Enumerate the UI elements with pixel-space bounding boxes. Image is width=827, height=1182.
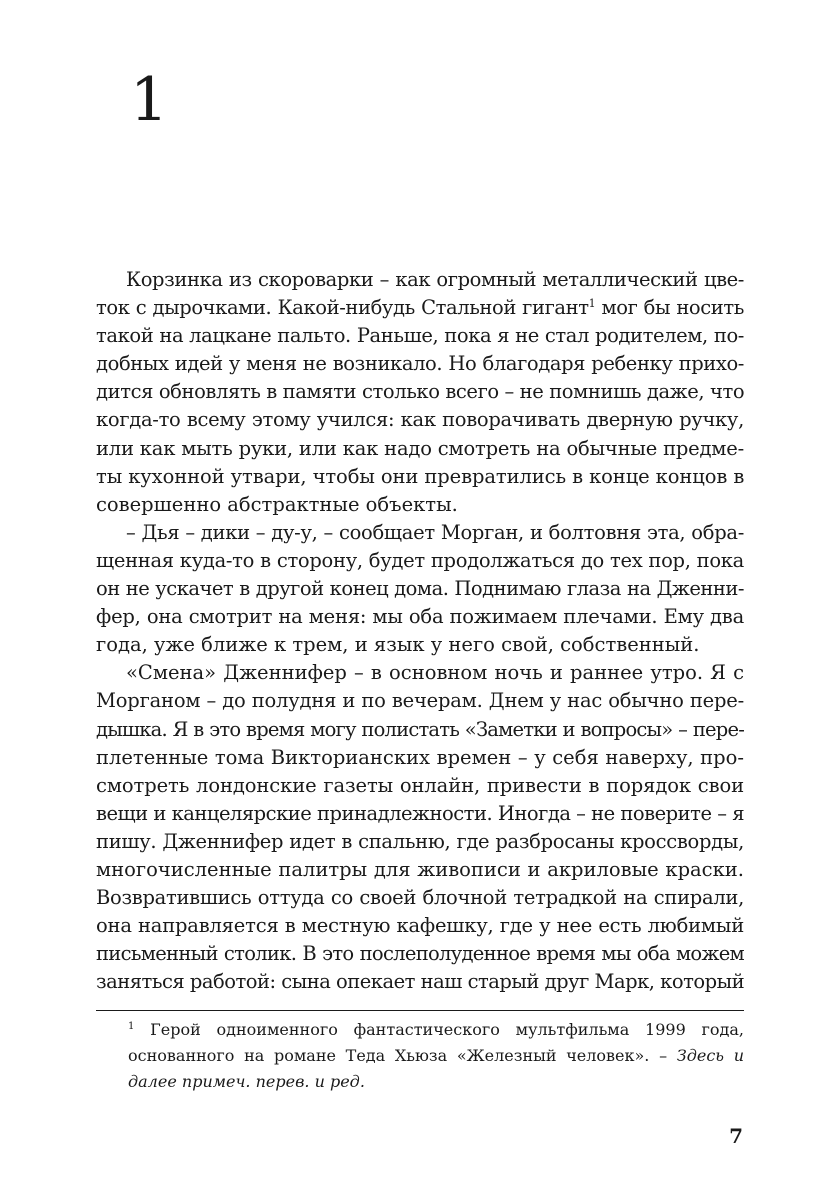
- text-line: ты кухонной утвари, чтобы они превратились в конце концов в: [96, 464, 745, 488]
- chapter-number: 1: [130, 65, 169, 135]
- text-line: смотреть лондонские газеты онлайн, привести в порядок свои: [96, 773, 744, 797]
- text-line: совершенно абстрактные объекты.: [96, 492, 458, 516]
- text-line: плетенные тома Викторианских времен – у себя наверху, про-: [96, 745, 744, 769]
- footnote: [128, 1017, 744, 1095]
- text-line: Морганом – до полудня и по вечерам. Днем у нас обычно пере-: [96, 689, 744, 713]
- text-line: он не ускачет в другой конец дома. Поднимаю глаза на Дженни-: [96, 577, 744, 601]
- text-line: вещи и канцелярские принадлежности. Иногда – не поверите – я: [96, 801, 744, 825]
- text-line: фер, она смотрит на меня: мы оба пожимаем плечами. Ему два: [96, 605, 744, 629]
- text-line: такой на лацкане пальто. Раньше, пока я не стал родителем, по-: [96, 324, 744, 348]
- text-line: [96, 294, 744, 322]
- text-line: пишу. Дженнифер идет в спальню, где разбросаны кроссворды,: [96, 829, 744, 853]
- text-line: она направляется в местную кафешку, где у нее есть любимый: [96, 914, 744, 938]
- text-line: дышка. Я в это время могу полистать «Заметки и вопросы» – пере-: [96, 717, 744, 741]
- text-line: многочисленные палитры для живописи и акриловые краски.: [96, 857, 744, 881]
- text-line-part: мог бы носить: [595, 296, 744, 320]
- text-line: щенная куда-то в сторону, будет продолжаться до тех пор, пока: [96, 548, 744, 572]
- text-line: дится обновлять в памяти столько всего – не помнишь даже, что: [96, 380, 745, 404]
- text-line: – Дья – дики – ду-у, – сообщает Морган, и болтовня эта, обра-: [126, 520, 744, 544]
- text-line: добных идей у меня не возникало. Но благодаря ребенку прихо-: [96, 352, 744, 376]
- text-line: письменный столик. В это послеполуденное время мы оба можем: [96, 942, 744, 966]
- footnote-divider: [96, 1010, 744, 1011]
- footnote-italic-text: далее примеч. перев. и ред.: [128, 1072, 365, 1091]
- footnote-text: Герой одноименного фантастического мультфильма 1999 года,: [134, 1020, 744, 1039]
- footnote-line: [128, 1069, 744, 1095]
- text-line: заняться работой: сына опекает наш старый друг Марк, который: [96, 970, 745, 994]
- text-line: когда-то всему этому учился: как поворачивать дверную ручку,: [96, 408, 744, 432]
- footnote-reference: 1: [588, 297, 596, 311]
- page-number: 7: [729, 1124, 743, 1148]
- text-line: «Смена» Дженнифер – в основном ночь и раннее утро. Я с: [126, 661, 744, 685]
- text-line: или как мыть руки, или как надо смотреть на обычные предме-: [96, 436, 744, 460]
- footnote-text: основанного на романе Теда Хьюза «Железный человек». –: [128, 1046, 677, 1065]
- text-line: Возвратившись оттуда со своей блочной тетрадкой на спирали,: [96, 886, 744, 910]
- footnote-line: [128, 1043, 744, 1069]
- footnote-line: [128, 1017, 744, 1043]
- footnote-italic-text: Здесь и: [676, 1046, 745, 1065]
- body-text: [96, 266, 744, 996]
- text-line: Корзинка из скороварки – как огромный металлический цве-: [126, 268, 744, 291]
- footnote-marker: 1: [128, 1021, 135, 1032]
- text-line: года, уже ближе к трем, и язык у него свой, собственный.: [96, 633, 700, 657]
- text-line-part: ток с дырочками. Какой-нибудь Стальной гигант: [96, 296, 589, 320]
